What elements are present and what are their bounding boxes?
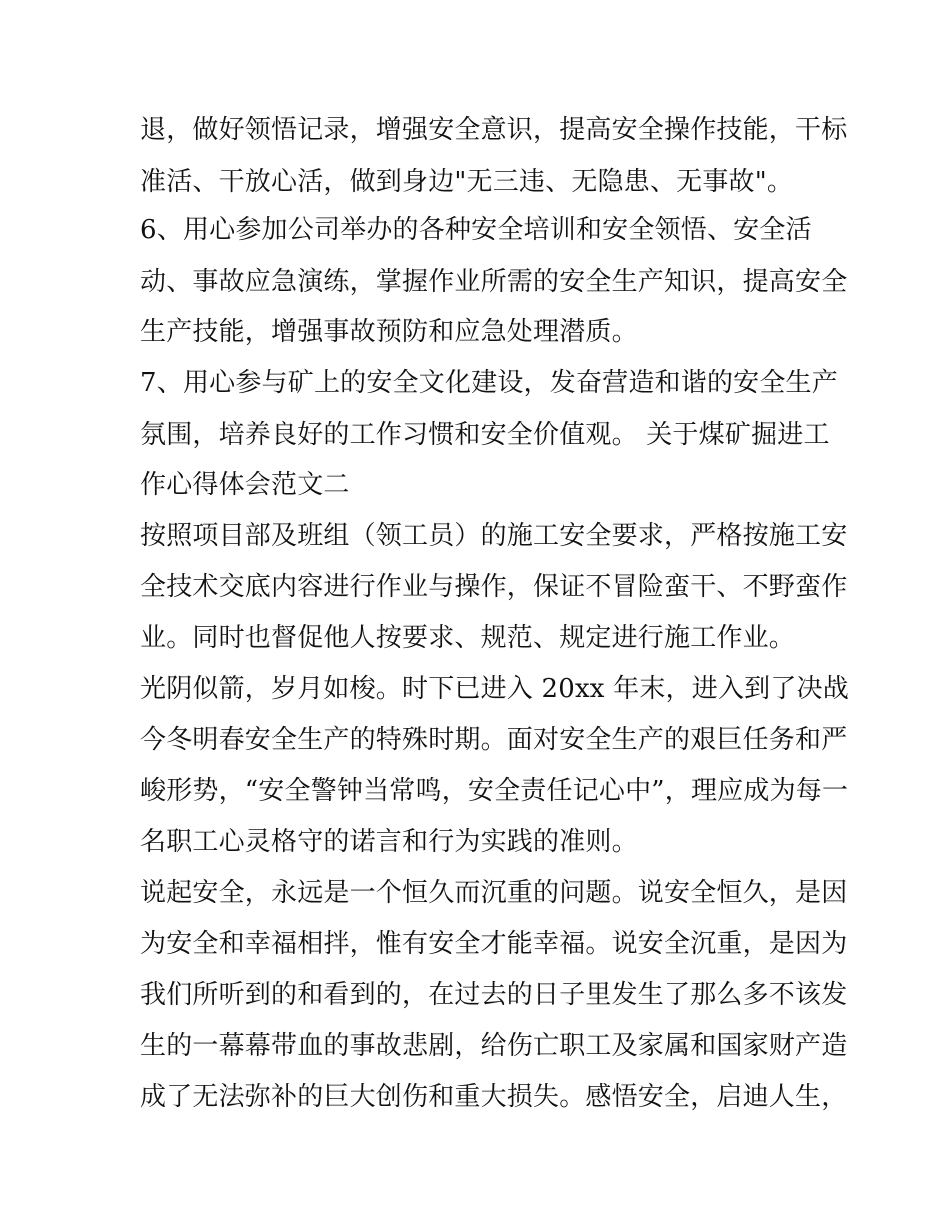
- text-line: 成了无法弥补的巨大创伤和重大损失。感悟安全，启迪人生，: [140, 1082, 848, 1112]
- text-line: 生产技能，增强事故预防和应急处理潜质。: [140, 317, 638, 347]
- text-line: 氛围，培养良好的工作习惯和安全价值观。 关于煤矿掘进工: [140, 420, 830, 450]
- text-line: 生的一幕幕带血的事故悲剧，给伤亡职工及家属和国家财产造: [140, 1031, 848, 1061]
- text-line: 峻形势，“安全警钟当常鸣，安全责任记心中”，理应成为每一: [140, 776, 849, 806]
- text-line: 今冬明春安全生产的特殊时期。面对安全生产的艰巨任务和严: [140, 725, 848, 755]
- text-line: 光阴似箭，岁月如梭。时下已进入 20xx 年末，进入到了决战: [140, 674, 849, 704]
- text-line: 动、事故应急演练，掌握作业所需的安全生产知识，提高安全: [140, 267, 848, 297]
- text-line: 6、用心参加公司举办的各种安全培训和安全领悟、安全活: [140, 215, 812, 245]
- text-line: 按照项目部及班组（领工员）的施工安全要求，严格按施工安: [140, 521, 848, 551]
- text-line: 名职工心灵格守的诺言和行为实践的准则。: [140, 827, 638, 857]
- text-line: 说起安全，永远是一个恒久而沉重的问题。说安全恒久，是因: [140, 878, 848, 908]
- text-line: 作心得体会范文二: [140, 470, 350, 500]
- text-line: 业。同时也督促他人按要求、规范、规定进行施工作业。: [140, 623, 796, 653]
- text-line: 准活、干放心活，做到身边"无三违、无隐患、无事故"。: [140, 167, 794, 197]
- text-line: 为安全和幸福相拌，惟有安全才能幸福。说安全沉重，是因为: [140, 929, 848, 959]
- text-line: 7、用心参与矿上的安全文化建设，发奋营造和谐的安全生产: [140, 368, 838, 398]
- text-line: 全技术交底内容进行作业与操作，保证不冒险蛮干、不野蛮作: [140, 572, 848, 602]
- text-line: 我们所听到的和看到的，在过去的日子里发生了那么多不该发: [140, 980, 848, 1010]
- text-line: 退，做好领悟记录，增强安全意识，提高安全操作技能，干标: [140, 115, 848, 145]
